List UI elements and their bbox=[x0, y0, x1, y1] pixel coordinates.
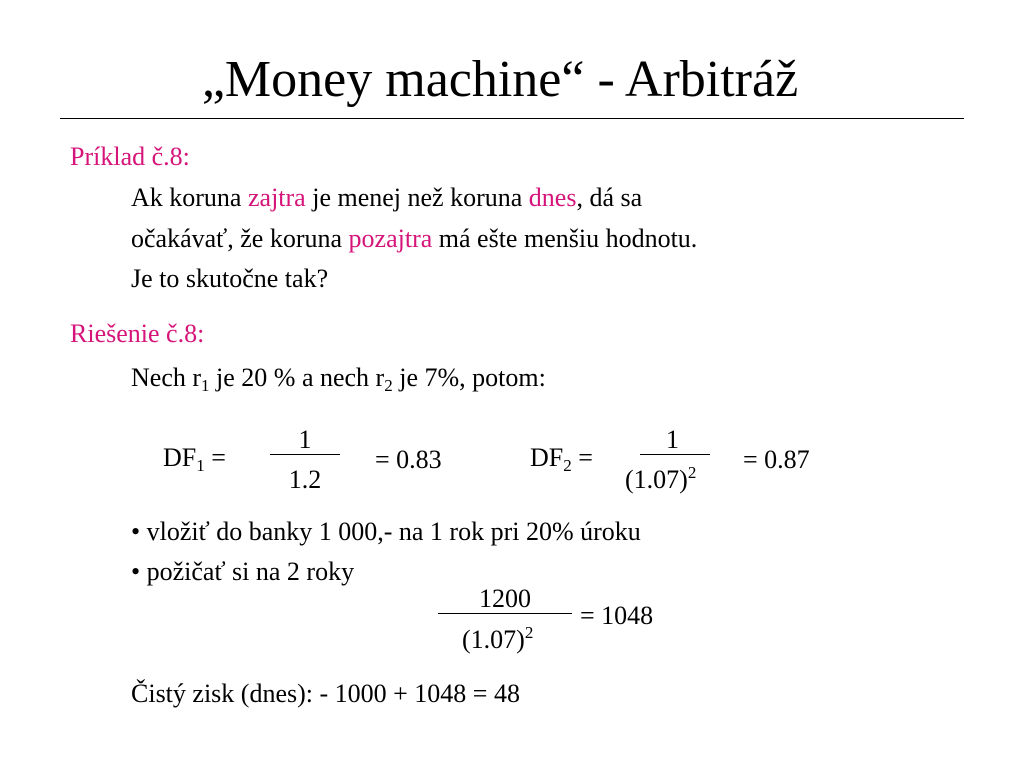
example-line-1-text-b: je menej než koruna bbox=[305, 183, 529, 212]
df2-exponent: 2 bbox=[687, 463, 697, 482]
assumption-text-b: je 20 % a nech r bbox=[209, 363, 385, 392]
loan-fraction-line bbox=[438, 613, 572, 614]
highlight-tomorrow: zajtra bbox=[247, 183, 306, 212]
df2-subscript: 2 bbox=[563, 456, 572, 475]
df1-fraction-line bbox=[270, 454, 340, 455]
df1-denominator: 1.2 bbox=[288, 465, 322, 494]
highlight-today: dnes bbox=[528, 183, 577, 212]
highlight-day-after-tomorrow: pozajtra bbox=[348, 224, 433, 253]
r1-subscript: 1 bbox=[201, 376, 210, 395]
assumption-text-c: je 7%, potom: bbox=[392, 363, 546, 392]
df2-equals: = bbox=[571, 443, 593, 472]
example-line-1 bbox=[131, 182, 642, 214]
title-divider bbox=[60, 118, 964, 119]
df1-equals: = bbox=[204, 443, 226, 472]
example-line-1-text-a: Ak koruna bbox=[131, 183, 248, 212]
example-line-1-text-c: , dá sa bbox=[576, 183, 643, 212]
net-profit: Čistý zisk (dnes): - 1000 + 1048 = 48 bbox=[131, 679, 520, 708]
df2-fraction-line bbox=[640, 454, 710, 455]
loan-exponent: 2 bbox=[524, 623, 534, 642]
example-question: Je to skutočne tak? bbox=[131, 264, 329, 293]
df2-label-text: DF bbox=[530, 443, 564, 472]
loan-denominator bbox=[462, 624, 533, 656]
loan-result: = 1048 bbox=[580, 601, 654, 630]
solution-heading: Riešenie č.8: bbox=[70, 319, 205, 348]
df1-numerator: 1 bbox=[298, 425, 312, 454]
df1-label-text: DF bbox=[163, 443, 197, 472]
df1-result: = 0.83 bbox=[375, 445, 442, 474]
df1-subscript: 1 bbox=[196, 456, 205, 475]
example-line-2 bbox=[131, 223, 697, 255]
df2-label bbox=[530, 442, 593, 474]
df1-label bbox=[163, 442, 226, 474]
df2-result: = 0.87 bbox=[743, 445, 810, 474]
df2-numerator: 1 bbox=[666, 425, 679, 454]
bullet-borrow: • požičať si na 2 roky bbox=[131, 557, 355, 586]
bullet-deposit: • vložiť do banky 1 000,- na 1 rok pri 20% úroku bbox=[131, 517, 641, 546]
slide-title: „Money machine“ - Arbitráž bbox=[201, 51, 799, 108]
example-heading: Príklad č.8: bbox=[70, 142, 190, 171]
df2-denominator-base: (1.07) bbox=[625, 465, 688, 494]
solution-assumption bbox=[131, 362, 546, 394]
loan-denominator-base: (1.07) bbox=[462, 625, 525, 654]
example-line-2-text-b: má ešte menšiu hodnotu. bbox=[432, 224, 698, 253]
r2-subscript: 2 bbox=[384, 376, 393, 395]
df2-denominator bbox=[625, 464, 696, 496]
assumption-text-a: Nech r bbox=[131, 363, 202, 392]
loan-numerator: 1200 bbox=[479, 584, 531, 613]
example-line-2-text-a: očakávať, že koruna bbox=[131, 224, 349, 253]
